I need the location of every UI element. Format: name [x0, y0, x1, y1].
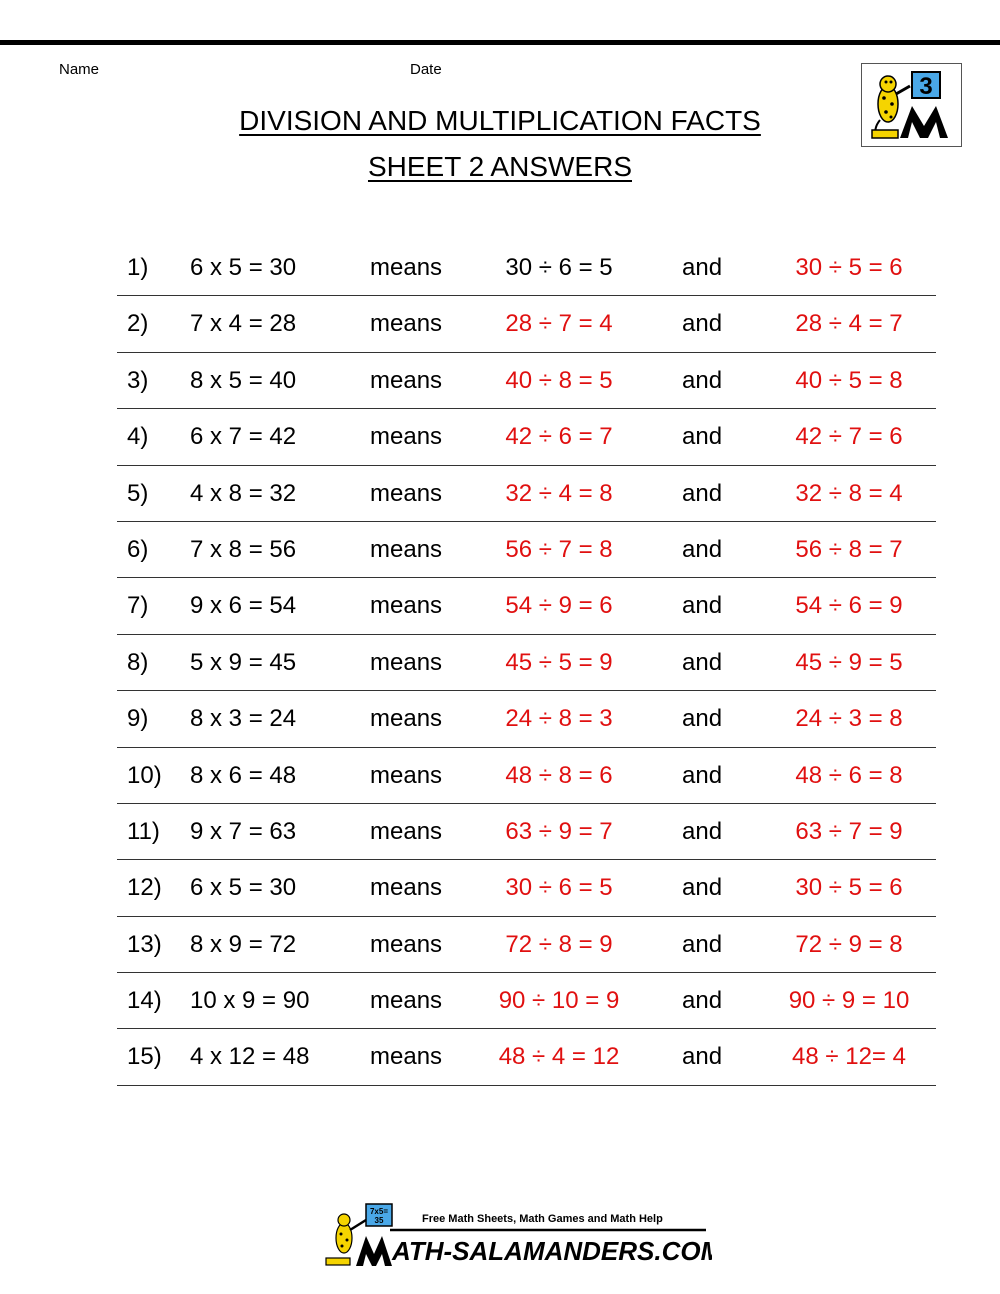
division-fact-2: 90 ÷ 9 = 10	[788, 987, 910, 1015]
footer-logo	[322, 1200, 712, 1270]
multiplication-fact: 8 x 9 = 72	[190, 930, 297, 958]
multiplication-fact: 6 x 5 = 30	[190, 254, 297, 281]
grade-badge-number: 3	[919, 73, 933, 100]
and-word: and	[682, 987, 723, 1015]
and-word: and	[682, 761, 723, 789]
footer-tagline: Free Math Sheets, Math Games and Math Help	[422, 1213, 663, 1225]
means-word: means	[370, 366, 443, 394]
row-number: 11)	[127, 817, 160, 845]
division-fact-2: 32 ÷ 8 = 4	[795, 479, 903, 507]
row-number: 3)	[127, 366, 149, 394]
facts-table	[0, 240, 1000, 1086]
division-fact-1: 54 ÷ 9 = 6	[505, 592, 613, 620]
and-word: and	[682, 648, 723, 676]
multiplication-fact: 8 x 5 = 40	[190, 366, 297, 394]
division-fact-1: 30 ÷ 6 = 5	[505, 874, 613, 902]
division-fact-1: 90 ÷ 10 = 9	[498, 987, 620, 1015]
division-fact-1: 30 ÷ 6 = 5	[505, 254, 613, 281]
fact-row	[0, 691, 1000, 747]
fact-row	[0, 353, 1000, 409]
multiplication-fact: 7 x 4 = 28	[190, 310, 297, 338]
means-word: means	[370, 1043, 443, 1071]
and-word: and	[682, 1043, 723, 1071]
multiplication-fact: 8 x 6 = 48	[190, 761, 297, 789]
means-word: means	[370, 592, 443, 620]
division-fact-2: 30 ÷ 5 = 6	[795, 254, 903, 281]
row-number: 1)	[127, 254, 149, 281]
means-word: means	[370, 310, 443, 338]
division-fact-1: 72 ÷ 8 = 9	[505, 930, 613, 958]
fact-row	[0, 1029, 1000, 1085]
date-label: Date	[410, 61, 442, 78]
means-word: means	[370, 648, 443, 676]
footer-badge-bottom: 35	[374, 1216, 384, 1225]
and-word: and	[682, 592, 723, 620]
division-fact-1: 48 ÷ 4 = 12	[498, 1043, 620, 1071]
row-number: 8)	[127, 648, 149, 676]
footer-badge-top: 7x5=	[369, 1207, 389, 1216]
row-number: 13)	[127, 930, 162, 958]
fact-row	[0, 409, 1000, 465]
and-word: and	[682, 310, 723, 338]
means-word: means	[370, 705, 443, 733]
division-fact-1: 56 ÷ 7 = 8	[505, 535, 613, 563]
row-divider	[117, 1085, 936, 1086]
fact-row	[0, 578, 1000, 634]
and-word: and	[682, 254, 723, 281]
multiplication-fact: 4 x 12 = 48	[190, 1043, 310, 1071]
and-word: and	[682, 535, 723, 563]
means-word: means	[370, 254, 443, 281]
and-word: and	[682, 366, 723, 394]
means-word: means	[370, 423, 443, 451]
multiplication-fact: 6 x 7 = 42	[190, 423, 297, 451]
footer-site: ATH-SALAMANDERS.COM	[392, 1236, 712, 1266]
math-salamanders-logo	[322, 1200, 712, 1270]
division-fact-2: 54 ÷ 6 = 9	[795, 592, 903, 620]
row-number: 5)	[127, 479, 149, 507]
and-word: and	[682, 817, 723, 845]
row-number: 9)	[127, 705, 149, 733]
division-fact-2: 48 ÷ 12= 4	[792, 1043, 906, 1071]
division-fact-1: 45 ÷ 5 = 9	[505, 648, 613, 676]
multiplication-fact: 10 x 9 = 90	[190, 987, 310, 1015]
row-number: 15)	[127, 1043, 162, 1071]
row-number: 4)	[127, 423, 149, 451]
fact-row	[0, 296, 1000, 352]
fact-row	[0, 748, 1000, 804]
row-number: 2)	[127, 310, 149, 338]
worksheet-subtitle: SHEET 2 ANSWERS	[367, 151, 632, 182]
fact-row	[0, 860, 1000, 916]
and-word: and	[682, 705, 723, 733]
and-word: and	[682, 930, 723, 958]
row-number: 10)	[127, 761, 162, 789]
division-fact-1: 28 ÷ 7 = 4	[505, 310, 613, 338]
multiplication-fact: 5 x 9 = 45	[190, 648, 297, 676]
fact-row	[0, 804, 1000, 860]
division-fact-2: 56 ÷ 8 = 7	[795, 535, 903, 563]
means-word: means	[370, 987, 443, 1015]
multiplication-fact: 4 x 8 = 32	[190, 479, 297, 507]
means-word: means	[370, 479, 443, 507]
and-word: and	[682, 479, 723, 507]
division-fact-1: 40 ÷ 8 = 5	[505, 366, 613, 394]
division-fact-2: 72 ÷ 9 = 8	[795, 930, 903, 958]
division-fact-1: 24 ÷ 8 = 3	[505, 705, 613, 733]
top-rule	[0, 40, 1000, 45]
division-fact-2: 48 ÷ 6 = 8	[795, 761, 903, 789]
multiplication-fact: 8 x 3 = 24	[190, 705, 297, 733]
fact-row	[0, 240, 1000, 296]
division-fact-2: 28 ÷ 4 = 7	[795, 310, 903, 338]
division-fact-1: 63 ÷ 9 = 7	[505, 817, 613, 845]
means-word: means	[370, 761, 443, 789]
multiplication-fact: 9 x 6 = 54	[190, 592, 297, 620]
row-number: 12)	[127, 874, 162, 902]
means-word: means	[370, 874, 443, 902]
fact-row	[0, 522, 1000, 578]
multiplication-fact: 6 x 5 = 30	[190, 874, 297, 902]
means-word: means	[370, 930, 443, 958]
and-word: and	[682, 423, 723, 451]
means-word: means	[370, 535, 443, 563]
multiplication-fact: 9 x 7 = 63	[190, 817, 297, 845]
row-number: 6)	[127, 535, 149, 563]
division-fact-2: 40 ÷ 5 = 8	[795, 366, 903, 394]
division-fact-2: 45 ÷ 9 = 5	[795, 648, 903, 676]
name-label: Name	[59, 61, 100, 78]
worksheet-title: DIVISION AND MULTIPLICATION FACTS	[239, 105, 761, 136]
fact-row	[0, 635, 1000, 691]
division-fact-1: 42 ÷ 6 = 7	[505, 423, 613, 451]
fact-row	[0, 917, 1000, 973]
fact-row	[0, 466, 1000, 522]
division-fact-2: 24 ÷ 3 = 8	[795, 705, 903, 733]
fact-row	[0, 973, 1000, 1029]
row-number: 7)	[127, 592, 149, 620]
row-number: 14)	[127, 987, 162, 1015]
division-fact-2: 42 ÷ 7 = 6	[795, 423, 903, 451]
multiplication-fact: 7 x 8 = 56	[190, 535, 297, 563]
division-fact-1: 32 ÷ 4 = 8	[505, 479, 613, 507]
division-fact-2: 30 ÷ 5 = 6	[795, 874, 903, 902]
division-fact-1: 48 ÷ 8 = 6	[505, 761, 613, 789]
means-word: means	[370, 817, 443, 845]
division-fact-2: 63 ÷ 7 = 9	[795, 817, 903, 845]
and-word: and	[682, 874, 723, 902]
